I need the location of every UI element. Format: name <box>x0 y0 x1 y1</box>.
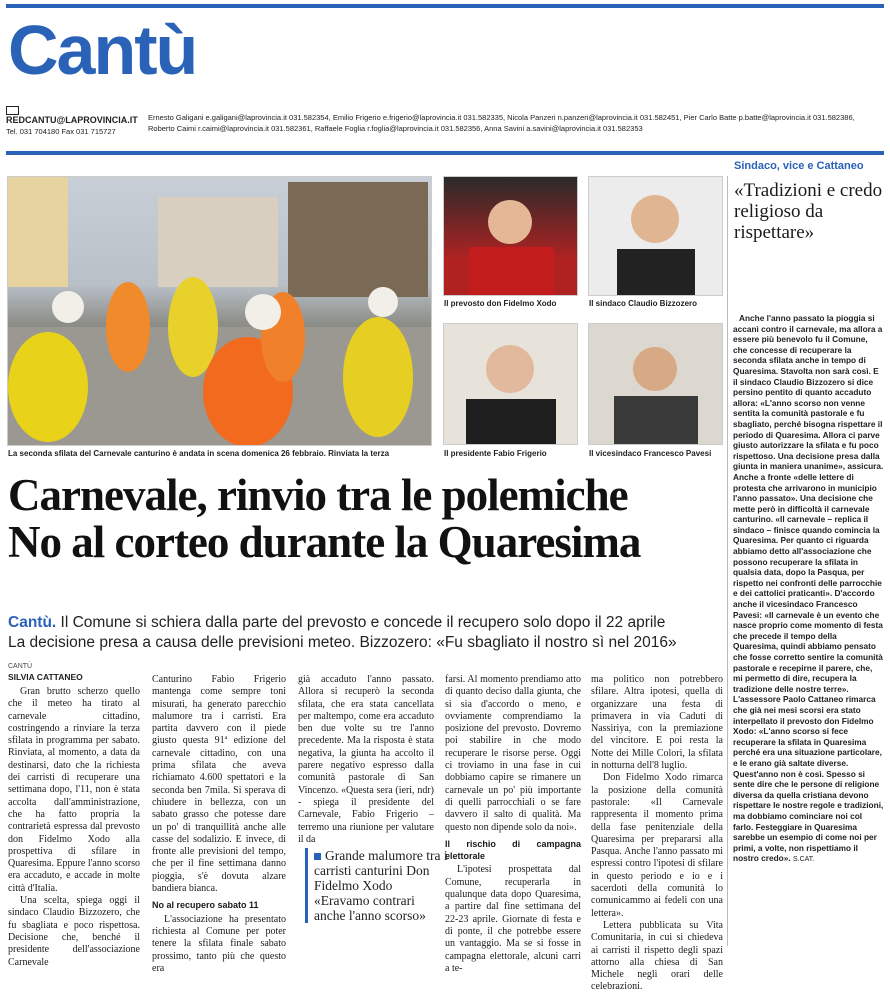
subhead-text-2: La decisione presa a causa delle previsioni meteo. Bizzozero: «Fu sbagliato il nostro sì nel 2016» <box>8 634 677 651</box>
header-rule <box>6 151 884 155</box>
article-subheadline <box>8 613 720 653</box>
col1-paragraph-1: Gran brutto scherzo quello che il meteo ha tirato al carnevale cittadino, costringendo a rinviare la terza sfilata in programma per sabato. Rinviata, al momento, a data da destinarsi, dato che la richiesta dei carristi di recuperare una settimana dopo, l'11, non è stata accolta dall'amministrazione, che ha fatto propria la contrarietà espressa dal prevosto don Fidelmo Xodo alla prospettiva di sfilare in Quaresima. Eppure l'anno scorso era accaduto, e accade in molte città d'Italia. <box>8 686 140 894</box>
article-column-2 <box>152 674 286 975</box>
sidebar-signature: S.CAT. <box>792 856 815 864</box>
sidebar-article <box>733 313 884 866</box>
byline-author: SILVIA CATTANEO <box>8 672 83 682</box>
pull-quote <box>305 848 449 923</box>
top-rule <box>6 4 884 8</box>
col4-subhead: Il rischio di campagna elettorale <box>445 838 581 862</box>
main-photo-caption: La seconda sfilata del Carnevale canturino è andata in scena domenica 26 febbraio. Rinviata la terza <box>8 449 390 458</box>
col1-paragraph-2: Una scelta, spiega oggi il sindaco Claudio Bizzozero, che fu sbagliata e poco rispettosa. Decisione che, benché il presidente dell'associazione Carnevale <box>8 895 140 968</box>
pull-quote-text: Grande malumore tra i carristi canturini Don Fidelmo Xodo «Eravamo contrari anche l'anno scorso» <box>314 848 448 923</box>
redazione-phone: Tel. 031 704180 Fax 031 715727 <box>6 127 116 136</box>
col4-paragraph-1: farsi. Al momento prendiamo atto di quanto deciso dalla giunta, che si sia d'accordo o meno, e ovviamente comprendiamo la posizione del prevosto. Dovremo poi stabilire in che modo recuperare le risorse perse. Oggi ci troviamo in una fase in cui dobbiamo capire se rimanere un carnevale un po' più importante di quelli parrocchiali o se fare davvero il salto di qualità. Ma questo non dipende solo da noi». <box>445 674 581 833</box>
subhead-city: Cantù. <box>8 614 57 631</box>
article-column-1 <box>8 686 140 969</box>
sidebar-label: Sindaco, vice e Cattaneo <box>734 160 864 172</box>
col5-paragraph-3: Lettera pubblicata su Vita Comunitaria, in cui si chiedeva ai carristi il rispetto degli spazi attorno alla chiesa di San Michele negli orari delle celebrazioni. <box>591 919 723 993</box>
portrait-vicesindaco <box>588 323 723 445</box>
portrait-prevosto <box>443 176 578 296</box>
col5-paragraph-1: ma politico non potrebbero sfilare. Altra ipotesi, quella di organizzare una festa di primavera in via Caduti di Nassiriya, con la premiazione del vincitore. E poi resta la Notte dei Mille Colori, la sfilata in notturna dell'8 luglio. <box>591 674 723 772</box>
portrait-sindaco <box>588 176 723 296</box>
redazione-email[interactable]: REDCANTU@LAPROVINCIA.IT <box>6 115 138 125</box>
caption-presidente: Il presidente Fabio Frigerio <box>444 449 547 458</box>
col4-paragraph-2: L'ipotesi prospettata dal Comune, recuperarla in qualunque data dopo Quaresima, a partire dal fine settimana del 22-23 aprile. Giornate di festa e di ponte, il che potrebbe essere un vantaggio. Ma se si fosse in campagna elettorale, alcuni carri a te- <box>445 864 581 974</box>
section-title: Cantù <box>8 11 197 89</box>
caption-sindaco: Il sindaco Claudio Bizzozero <box>589 299 698 308</box>
col2-paragraph-2: L'associazione ha presentato richiesta al Comune per poter tenere la sfilata finale sabato prossimo, tanto più che questo era <box>152 913 286 974</box>
col5-paragraph-2: Don Fidelmo Xodo rimarca la posizione della comunità pastorale: «Il Carnevale rappresenta il momento prima della fase penitenziale della Quaresima per prepararsi alla Pasqua. Anche l'anno passato mi espressi contro l'ipotesi di sfilare in questo periodo e io e i sacerdoti della comunità lo comunicammo ai fedeli con una lettera». <box>591 772 723 919</box>
col2-subhead: No al recupero sabato 11 <box>152 900 259 911</box>
main-photo-carnival <box>7 176 432 446</box>
envelope-icon <box>6 106 19 115</box>
col2-paragraph-1: Canturino Fabio Frigerio mantenga come sempre toni misurati, ha generato parecchio malumore tra i carristi. Era partita davvero con il piede giusto questa 91ª edizione del carnevale cittadino, con una prima sfilata che aveva richiamato 4.600 spettatori e la seconda ben 7mila. Si sperava di chiudere in bellezza, con un sabato grasso che potesse dare un po' di tranquillità anche alle casse del sodalizio. E invece, di fronte alle previsioni del tempo, che per il fine settimana danno pioggia, s'è dovuta alzare bandiera bianca. <box>152 674 286 895</box>
sidebar-divider <box>727 176 728 946</box>
portrait-presidente <box>443 323 578 445</box>
headline-line-2: No al corteo durante la Quaresima <box>8 517 641 567</box>
sidebar-quote: «Tradizioni e credo religioso da rispettare» <box>734 180 883 243</box>
article-column-4 <box>445 674 581 975</box>
staff-line-1: Ernesto Galigani e.galigani@laprovincia.it 031.582354, Emilio Frigerio e.frigerio@laprovincia.it 031.582335, Nicola Panzeri n.panzeri@laprovincia.it 031.582451, Pier Carlo Batte p.batte@laprovincia.it 031.582386, <box>148 113 855 122</box>
article-headline <box>8 472 708 566</box>
sidebar-box <box>734 160 890 243</box>
col3-paragraph-1: già accaduto l'anno passato. Allora si recuperò la seconda sfilata, che era stata cancellata per maltempo, come era accaduto ben due volte su tre l'anno precedente. Ma la risposta è stata negativa, la giunta ha accolto il parere negativo espresso dalla comunità pastorale di San Vincenzo. «Questa sera (ieri, ndr) - spiega il presidente del Carnevale, Fabio Frigerio – terremo una riunione per valutare il da <box>298 674 434 845</box>
pull-quote-marker <box>314 853 321 860</box>
article-column-5 <box>591 674 723 994</box>
byline-city: CANTÙ <box>8 663 33 670</box>
sidebar-text-body: Anche l'anno passato la pioggia si accanì contro il carnevale, ma allora a essere più benevolo fu il Comune, che concesse di recuperare la seconda sfilata anche in tempo di Quaresima. Stavolta non sarà così. E il sindaco Claudio Bizzozero si dice persino pentito di quanto accaduto allora: «L'anno scorso non venne sentita la comunità pastorale e fu sbagliato, perché bisogna rispettare il periodo di Quaresima. Allora ci parve giusto autorizzare la sfilata e fu poco rispettoso. Una decisione presa dalla giunta in maniera unanime», assicura. Anche a fronte «delle lettere di protesta che arrivarono in municipio l'anno passato». Una decisione che mette però in difficoltà il carnevale canturino. «Il carnevale – replica il sindaco – finisce quando comincia la Quaresima. Per quanto ci riguarda abbiamo detto all'associazione che possono recuperare la sfilata in qualsia data, dopo la Pasqua, per rispetto nei confronti delle parrocchie e dei cattolici praticanti». D'accordo anche il vicesindaco Francesco Pavesi: «Il carnevale è un evento che nasce proprio come momento di festa che precede il tempo della Quaresima, quindi abbiamo pensato che fosse corretto sentire la comunità pastorale e recepirne il parere, che, mi permetto di dire, recupera la tradizione delle nostre terre». L'assessore Paolo Cattaneo rimarca che già nei mesi scorsi era stato interpellato il prevosto don Fidelmo Xodo: «L'anno scorso si fece recuperare la sfilata in Quaresima perché era una situazione particolare, e le erano già saltate diverse. Quest'anno non è così. Spesso si sente dire che le persone di religione diversa da quella cristiana devono rispettare le nostre regole e tradizioni, ma dobbiamo cominciare noi col farlo. Festeggiare in Quaresima sarebbe un esempio di come noi per primi, a volte, non rispettiamo il nostro credo». <box>733 313 884 864</box>
staff-line-2: Roberto Caimi r.caimi@laprovincia.it 031.582361, Raffaele Foglia r.foglia@laprovincia.it 031.582356, Anna Savini a.savini@laprovincia.it 031.582353 <box>148 124 643 133</box>
subhead-text-1: Il Comune si schiera dalla parte del prevosto e concede il recupero solo dopo il 22 aprile <box>56 614 666 631</box>
caption-prevosto: Il prevosto don Fidelmo Xodo <box>444 299 557 308</box>
sidebar-text <box>733 313 884 866</box>
caption-vicesindaco: Il vicesindaco Francesco Pavesi <box>589 449 712 458</box>
headline-line-1: Carnevale, rinvio tra le polemiche <box>8 470 628 520</box>
article-column-3 <box>298 674 434 846</box>
